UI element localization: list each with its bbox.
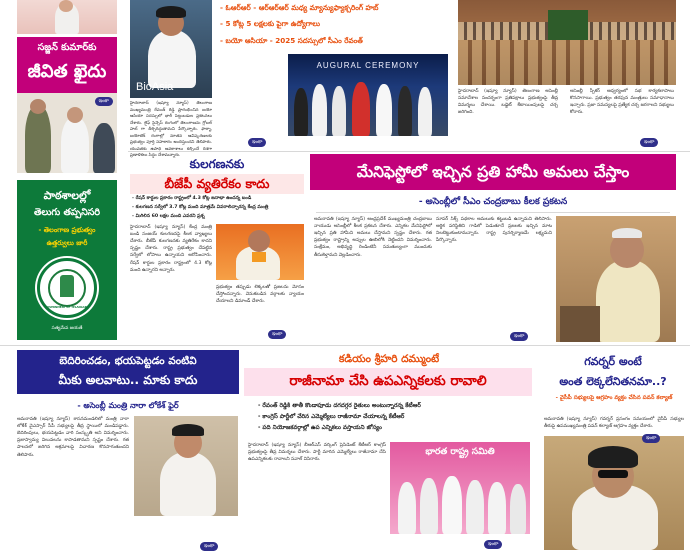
bandi-story-right: ప్రభుత్వం తప్పుడు లెక్కలతో ప్రజలను మోసం చేస్తోందన్నారు. వెనుకబడిన వర్గాలకు న్యాయం చేయాలని డిమాండ్ చేశారు.: [216, 285, 304, 305]
pawan-photo: [544, 436, 684, 550]
bottom-center-panel: [244, 348, 534, 550]
divider-middle: [0, 345, 690, 346]
emblem-motto: సత్యమేవ జయతే: [51, 326, 83, 331]
telugu-box: [17, 180, 117, 340]
pawan-headline: అంత లెక్కలేనితనమా..?: [559, 375, 667, 388]
kadiyam-story-body: హైదరాబాద్ (ఇష్యూ న్యూస్) బీఆర్ఎస్ వర్కింగ్ ప్రెసిడెంట్ కేటీఆర్ కాంగ్రెస్ ప్రభుత్వంపై తీవ్ర విమర్శలు చేశారు. పార్టీ మారిన ఎమ్మెల్యేలు రాజీనామా చేసి ఉపఎన్నికలకు రావాలని సవాల్ విసిరారు.: [248, 443, 386, 463]
revanth-bullet-3: - బయో ఆసియా - 2025 సదస్సులో సీఎం రేవంత్: [220, 36, 363, 45]
emblem-text: GOVERNMENT OF TELANGANA: [45, 306, 89, 309]
bandi-bullet-1: - రేషన్ కార్డుల ప్రకారం రాష్ట్రంలో 4.3 కోట్ల జనాభా ఉందన్న బండి: [132, 196, 252, 201]
inaugural-ceremony-photo: [288, 54, 448, 136]
revanth-bullet-1: - ఓఆర్ఆర్ - ఆర్ఆర్ఆర్ మధ్య మ్యాన్యుఫ్యాక్చరింగ్ హబ్: [220, 3, 379, 12]
pawan-more-badge[interactable]: ఇంకా: [642, 434, 660, 443]
kadiyam-headline-box: [244, 368, 532, 396]
top-center-panel: [128, 0, 453, 157]
bandi-headline-box: [130, 174, 304, 194]
naidu-photo: [556, 216, 676, 342]
bandi-bullet-2: - కులగణన సర్వేలో 3.7 కోట్ల మంది మాత్రమే వివరాలిచ్చారన్న కేంద్ర మంత్రి: [132, 205, 269, 210]
bandi-story-left: హైదరాబాద్ (ఇష్యూ న్యూస్) కేంద్ర మంత్రి బండి సంజయ్ కులగణనపై కీలక వ్యాఖ్యలు చేశారు. బీజేపీ కులగణనకు వ్యతిరేకం కాదని స్పష్టం చేశారు. రాష్ట్ర ప్రభుత్వం చేపట్టిన సర్వేలో లోపాలు ఉన్నాయని ఆరోపించారు. రేషన్ కార్డుల ప్రకారం రాష్ట్రంలో 4.3 కోట్ల మంది ఉన్నారని అన్నారు.: [130, 225, 212, 273]
top-right-panel: [458, 0, 690, 150]
naidu-story-right: సూపర్ సిక్స్ పథకాల అమలుకు కట్టుబడి ఉన్నామని తెలిపారు. ఆర్థిక పరిస్థితిని గాడిలో పెడుతూనే ప్రజలకు ఇచ్చిన మాట నిలబెట్టుకుంటామన్నారు. రాష్ట్ర పునర్నిర్మాణమే లక్ష్యమని పేర్కొన్నారు.: [436, 217, 552, 244]
lokesh-story-continued: [134, 520, 238, 548]
sajjan-headline-line2: జీవిత ఖైదు: [27, 61, 107, 82]
telugu-subheadline: తెలుగు తప్పనిసరి: [33, 207, 101, 218]
naidu-subheadline: - అసెంబ్లీలో సీఎం చంద్రబాబు కీలక ప్రకటన: [418, 197, 568, 207]
bandi-headline-line2: బీజేపీ వ్యతిరేకం కాదు: [164, 176, 270, 191]
naidu-more-badge[interactable]: ఇంకా: [510, 332, 528, 341]
ceremony-banner: AUGURAL CEREMONY: [316, 61, 420, 70]
assembly-story-right: అసెంబ్లీ స్పీకర్ ఆధ్వర్యంలో సభ కార్యకలాపాలు కొనసాగాయి. ప్రభుత్వం తరఫున మంత్రులు సమాధానాలు ఇచ్చారు. ప్రజా సమస్యలపై ప్రత్యేక చర్చ జరగాలని సభ్యులు కోరారు.: [570, 89, 674, 116]
kadiyam-kicker: కడియం శ్రీహరి దమ్ముంటే: [338, 353, 440, 365]
sajjan-headline-box: [17, 37, 117, 93]
revanth-story-body: హైదరాబాద్ (ఇష్యూ న్యూస్) తెలంగాణ ముఖ్యమంత్రి రేవంత్ రెడ్డి ప్రారంభించిన బయో ఆసియా సదస్సులో భారీ పెట్టుబడుల ప్రకటనలు చేశారు. లైఫ్ సైన్సెస్ రంగంలో తెలంగాణను గ్లోబల్ హబ్ గా తీర్చిదిద్దుతామని పేర్కొన్నారు. ఫార్మా, బయోటెక్ రంగాల్లో నూతన ఆవిష్కరణలకు ప్రభుత్వం పూర్తి సహకారం అందిస్తుందని తెలిపారు. యువతకు ఉపాధి అవకాశాలు కల్పించే దిశగా ప్రణాళికలు సిద్ధం చేశామన్నారు.: [130, 100, 212, 157]
sajjan-photo: [17, 93, 117, 173]
brs-photo: [390, 442, 530, 534]
bottom-left-panel: [0, 348, 240, 550]
kadiyam-headline: రాజీనామా చేసి ఉపఎన్నికలకు రావాలి: [289, 373, 487, 389]
lokesh-headline-line1: బెదిరించడం, భయపెట్టడం వంటివి: [59, 355, 197, 367]
mid-center-panel: [128, 152, 306, 344]
mid-right-panel: [310, 152, 690, 344]
assembly-story-left: హైదరాబాద్ (ఇష్యూ న్యూస్) తెలంగాణ అసెంబ్లీ సమావేశాల సందర్భంగా ప్రతిపక్షాలు ప్రభుత్వంపై తీవ్ర విమర్శలు చేశాయి. బడ్జెట్ కేటాయింపులపై చర్చ జరిగింది.: [458, 89, 558, 116]
bioasia-podium-text: BioAsia: [136, 81, 174, 93]
sajjan-more-badge[interactable]: ఇంకా: [95, 97, 113, 106]
lokesh-subheadline: - అసెంబ్లీ మంత్రి నారా లోకేశ్ ఫైర్: [77, 401, 179, 410]
pawan-kicker: గవర్నర్ అంటే: [584, 355, 642, 368]
lokesh-more-badge[interactable]: ఇంకా: [200, 542, 218, 551]
sajjan-headline-line1: సజ్జన్ కుమార్‌కు: [37, 42, 97, 53]
brs-banner: భారత రాష్ట్ర సమితి: [425, 447, 495, 457]
kadiyam-bullet-3: - పది నియోజకవర్గాల్లో ఉప ఎన్నికలు వస్తాయని జోస్యం: [258, 425, 382, 431]
kadiyam-bullet-2: - కాంగ్రెస్ పార్టీలో చేరిన ఎమ్మెల్యేలు రాజీనామా చేయాలన్న కేటీఆర్: [258, 414, 405, 420]
lokesh-photo: [134, 416, 238, 516]
revanth-story-continued: [218, 54, 286, 144]
bandi-more-badge[interactable]: ఇంకా: [268, 330, 286, 339]
lokesh-headline-line2: మీకు అలవాటు.. మాకు కాదు: [58, 373, 198, 387]
telangana-emblem: [37, 258, 97, 318]
kadiyam-bullet-1: - రేవంత్ రెడ్డికి తాతీ కొండాపూడు దగదగ్గర రైతులు అంటున్నారన్న కేటీఆర్: [258, 403, 421, 409]
naidu-sub-divider: [316, 212, 670, 213]
bandi-bullet-3: - మిగిలిన 60 లక్షల మంది ఎవరని ప్రశ్న: [132, 214, 205, 219]
naidu-headline-box: [310, 154, 676, 190]
telugu-tagline-2: ఉత్తర్వులు జారీ: [46, 239, 88, 247]
lokesh-story-body: అమరావతి (ఇష్యూ న్యూస్) శాసనమండలిలో మంత్రి నారా లోకేశ్ వైఎస్సార్ సీపీ సభ్యులపై తీవ్ర స్థాయిలో మండిపడ్డారు. బెదిరింపులు, భయపెట్టడం వారి సంస్కృతి అని విమర్శించారు. ప్రజాస్వామ్య విలువలను కాపాడతామని స్పష్టం చేశారు. గత పాలనలో జరిగిన అక్రమాలపై విచారణ కొనసాగుతుందని తెలిపారు.: [17, 417, 129, 458]
bandi-photo: [216, 224, 304, 280]
revanth-bullet-2: - 5 కోట్ల 5 లక్షలకు పైగా ఉద్యోగాలు: [220, 19, 320, 28]
pawan-story-body: అమరావతి (ఇష్యూ న్యూస్) గవర్నర్ ప్రసంగం సమయంలో వైసీపీ సభ్యుల తీరుపై ఉపముఖ్యమంత్రి పవన్ కల్యాణ్ ఆగ్రహం వ్యక్తం చేశారు.: [544, 417, 684, 430]
revanth-photo: [130, 0, 212, 98]
bandi-headline-line1: కులగణనకు: [189, 157, 245, 171]
lokesh-headline-box: [17, 350, 239, 394]
top-left-panel: [0, 0, 125, 178]
naidu-headline: మేనిఫెస్టోలో ఇచ్చిన ప్రతి హామీ అమలు చేస్తాం: [356, 163, 630, 181]
pawan-subheadline: - వైసీపీ సభ్యులపై ఆగ్రహం వ్యక్తం చేసిన పవన్ కల్యాణ్: [555, 395, 673, 401]
telugu-headline: పాఠశాలల్లో: [43, 189, 91, 202]
assembly-more-badge[interactable]: ఇంకా: [640, 138, 658, 147]
naidu-story-left: అమరావతి (ఇష్యూ న్యూస్) ఆంధ్రప్రదేశ్ ముఖ్యమంత్రి చంద్రబాబు నాయుడు అసెంబ్లీలో కీలక ప్రకటన చేశారు. ఎన్నికల మేనిఫెస్టోలో ఇచ్చిన ప్రతి హామీని అమలు చేస్తామని స్పష్టం చేశారు. గత ప్రభుత్వం రాష్ట్రాన్ని అప్పుల ఊబిలోకి నెట్టిందని విమర్శించారు. సంక్షేమం, అభివృద్ధి రెండింటినీ సమతుల్యంగా ముందుకు తీసుకెళ్తామని వెల్లడించారు.: [314, 217, 432, 258]
telugu-tagline-1: - తెలంగాణ ప్రభుత్వం: [38, 226, 96, 234]
mid-left-panel: [0, 180, 125, 342]
assembly-photo: [458, 0, 676, 85]
kadiyam-more-badge[interactable]: ఇంకా: [484, 540, 502, 549]
revanth-more-badge[interactable]: ఇంకా: [248, 138, 266, 147]
bottom-right-panel: [538, 348, 690, 550]
top-left-header-photo: [17, 0, 117, 34]
